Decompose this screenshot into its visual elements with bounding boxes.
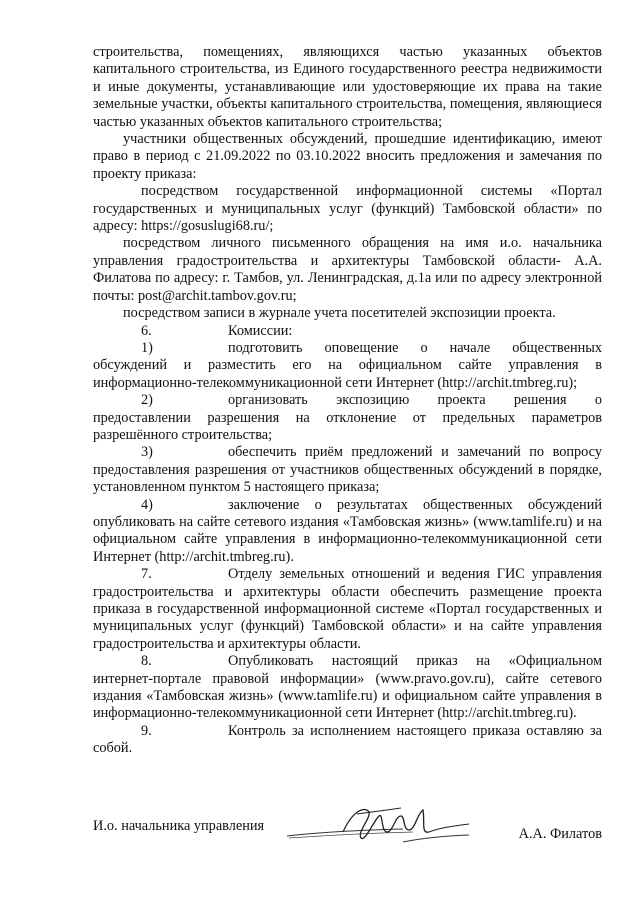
list-number: 8. xyxy=(141,653,152,670)
list-item-2 xyxy=(93,392,602,444)
list-item-8 xyxy=(93,653,602,723)
list-number: 1) xyxy=(141,339,153,356)
document-body xyxy=(93,44,602,758)
list-number: 6. xyxy=(141,322,152,339)
list-text: обеспечить приём предложений и замечаний по вопросу предоставления разрешения от участников общественных обсуждений в порядке, установленном пунктом 5 настоящего приказа; xyxy=(93,444,602,496)
list-text: Комиссии: xyxy=(228,322,293,339)
paragraph-participants: участники общественных обсуждений, прошедшие идентификацию, имеют право в период с 21.09.2022 по 03.10.2022 вносить предложения и замечания по проекту приказа: xyxy=(93,131,602,182)
list-item-1 xyxy=(93,340,602,392)
list-number: 2) xyxy=(141,392,153,409)
signatory-name: А.А. Филатов xyxy=(518,826,602,842)
list-text: Контроль за исполнением настоящего приказа оставляю за собой. xyxy=(93,722,602,757)
list-text: Опубликовать настоящий приказ на «Официальном интернет-портале правовой информации» (www.pravo.gov.ru), сайте сетевого издания «Тамбовская жизнь» (www.tamlife.ru) и официальном сайте управления в информационно-телекоммуникационной сети Интернет (http://archit.tmbreg.ru). xyxy=(93,653,602,722)
list-text: заключение о результатах общественных обсуждений опубликовать на сайте сетевого издания «Тамбовская жизнь» (www.tamlife.ru) и на официальном сайте управления в информационно-телекоммуникационной сети Интернет (http://archit.tmbreg.ru). xyxy=(93,496,602,565)
paragraph-visitor-log: посредством записи в журнале учета посетителей экспозиции проекта. xyxy=(123,305,556,322)
list-text: подготовить оповещение о начале общественных обсуждений и разместить его на официальном сайте управления в информационно-телекоммуникационной сети Интернет (http://archit.tmbreg.ru); xyxy=(93,339,602,391)
handwritten-signature-icon xyxy=(283,802,473,850)
list-text: Отделу земельных отношений и ведения ГИС управления градостроительства и архитектуры области обеспечить размещение проекта приказа в государственной информационной системе «Портал государственных и муниципальных услуг (функций) Тамбовской области» и на сайте управления градостроительства и архитектуры области. xyxy=(93,566,602,652)
list-item-4 xyxy=(93,497,602,567)
paragraph-written-request: посредством личного письменного обращения на имя и.о. начальника управления градостроительства и архитектуры Тамбовской области- А.А. Филатова по адресу: г. Тамбов, ул. Ленинградская, д.1а или по адресу электронной почты: post@archit.tambov.gov.ru; xyxy=(93,235,602,304)
list-number: 7. xyxy=(141,566,152,583)
signature-block xyxy=(93,808,602,848)
paragraph-portal: посредством государственной информационной системы «Портал государственных и муниципальных услуг (функций) Тамбовской области» по адресу: https://gosuslugi68.ru/; xyxy=(93,183,602,235)
list-number: 3) xyxy=(141,444,153,461)
signatory-title: И.о. начальника управления xyxy=(93,818,265,834)
list-number: 4) xyxy=(141,496,153,513)
paragraph-continuation: строительства, помещениях, являющихся частью указанных объектов капитального строительства, из Единого государственного реестра недвижимости и иные документы, устанавливающие или удостоверяющие их права на такие земельные участки, объекты капитального строительства, помещения, являющиеся частью указанных объектов капитального строительства; xyxy=(93,44,602,130)
list-number: 9. xyxy=(141,722,152,739)
list-item-7 xyxy=(93,566,602,653)
list-text: организовать экспозицию проекта решения о предоставлении разрешения на отклонение от предельных параметров разрешённого строительства; xyxy=(93,392,602,443)
list-item-3 xyxy=(93,444,602,496)
list-item-6 xyxy=(93,323,602,340)
list-item-9 xyxy=(93,723,602,758)
